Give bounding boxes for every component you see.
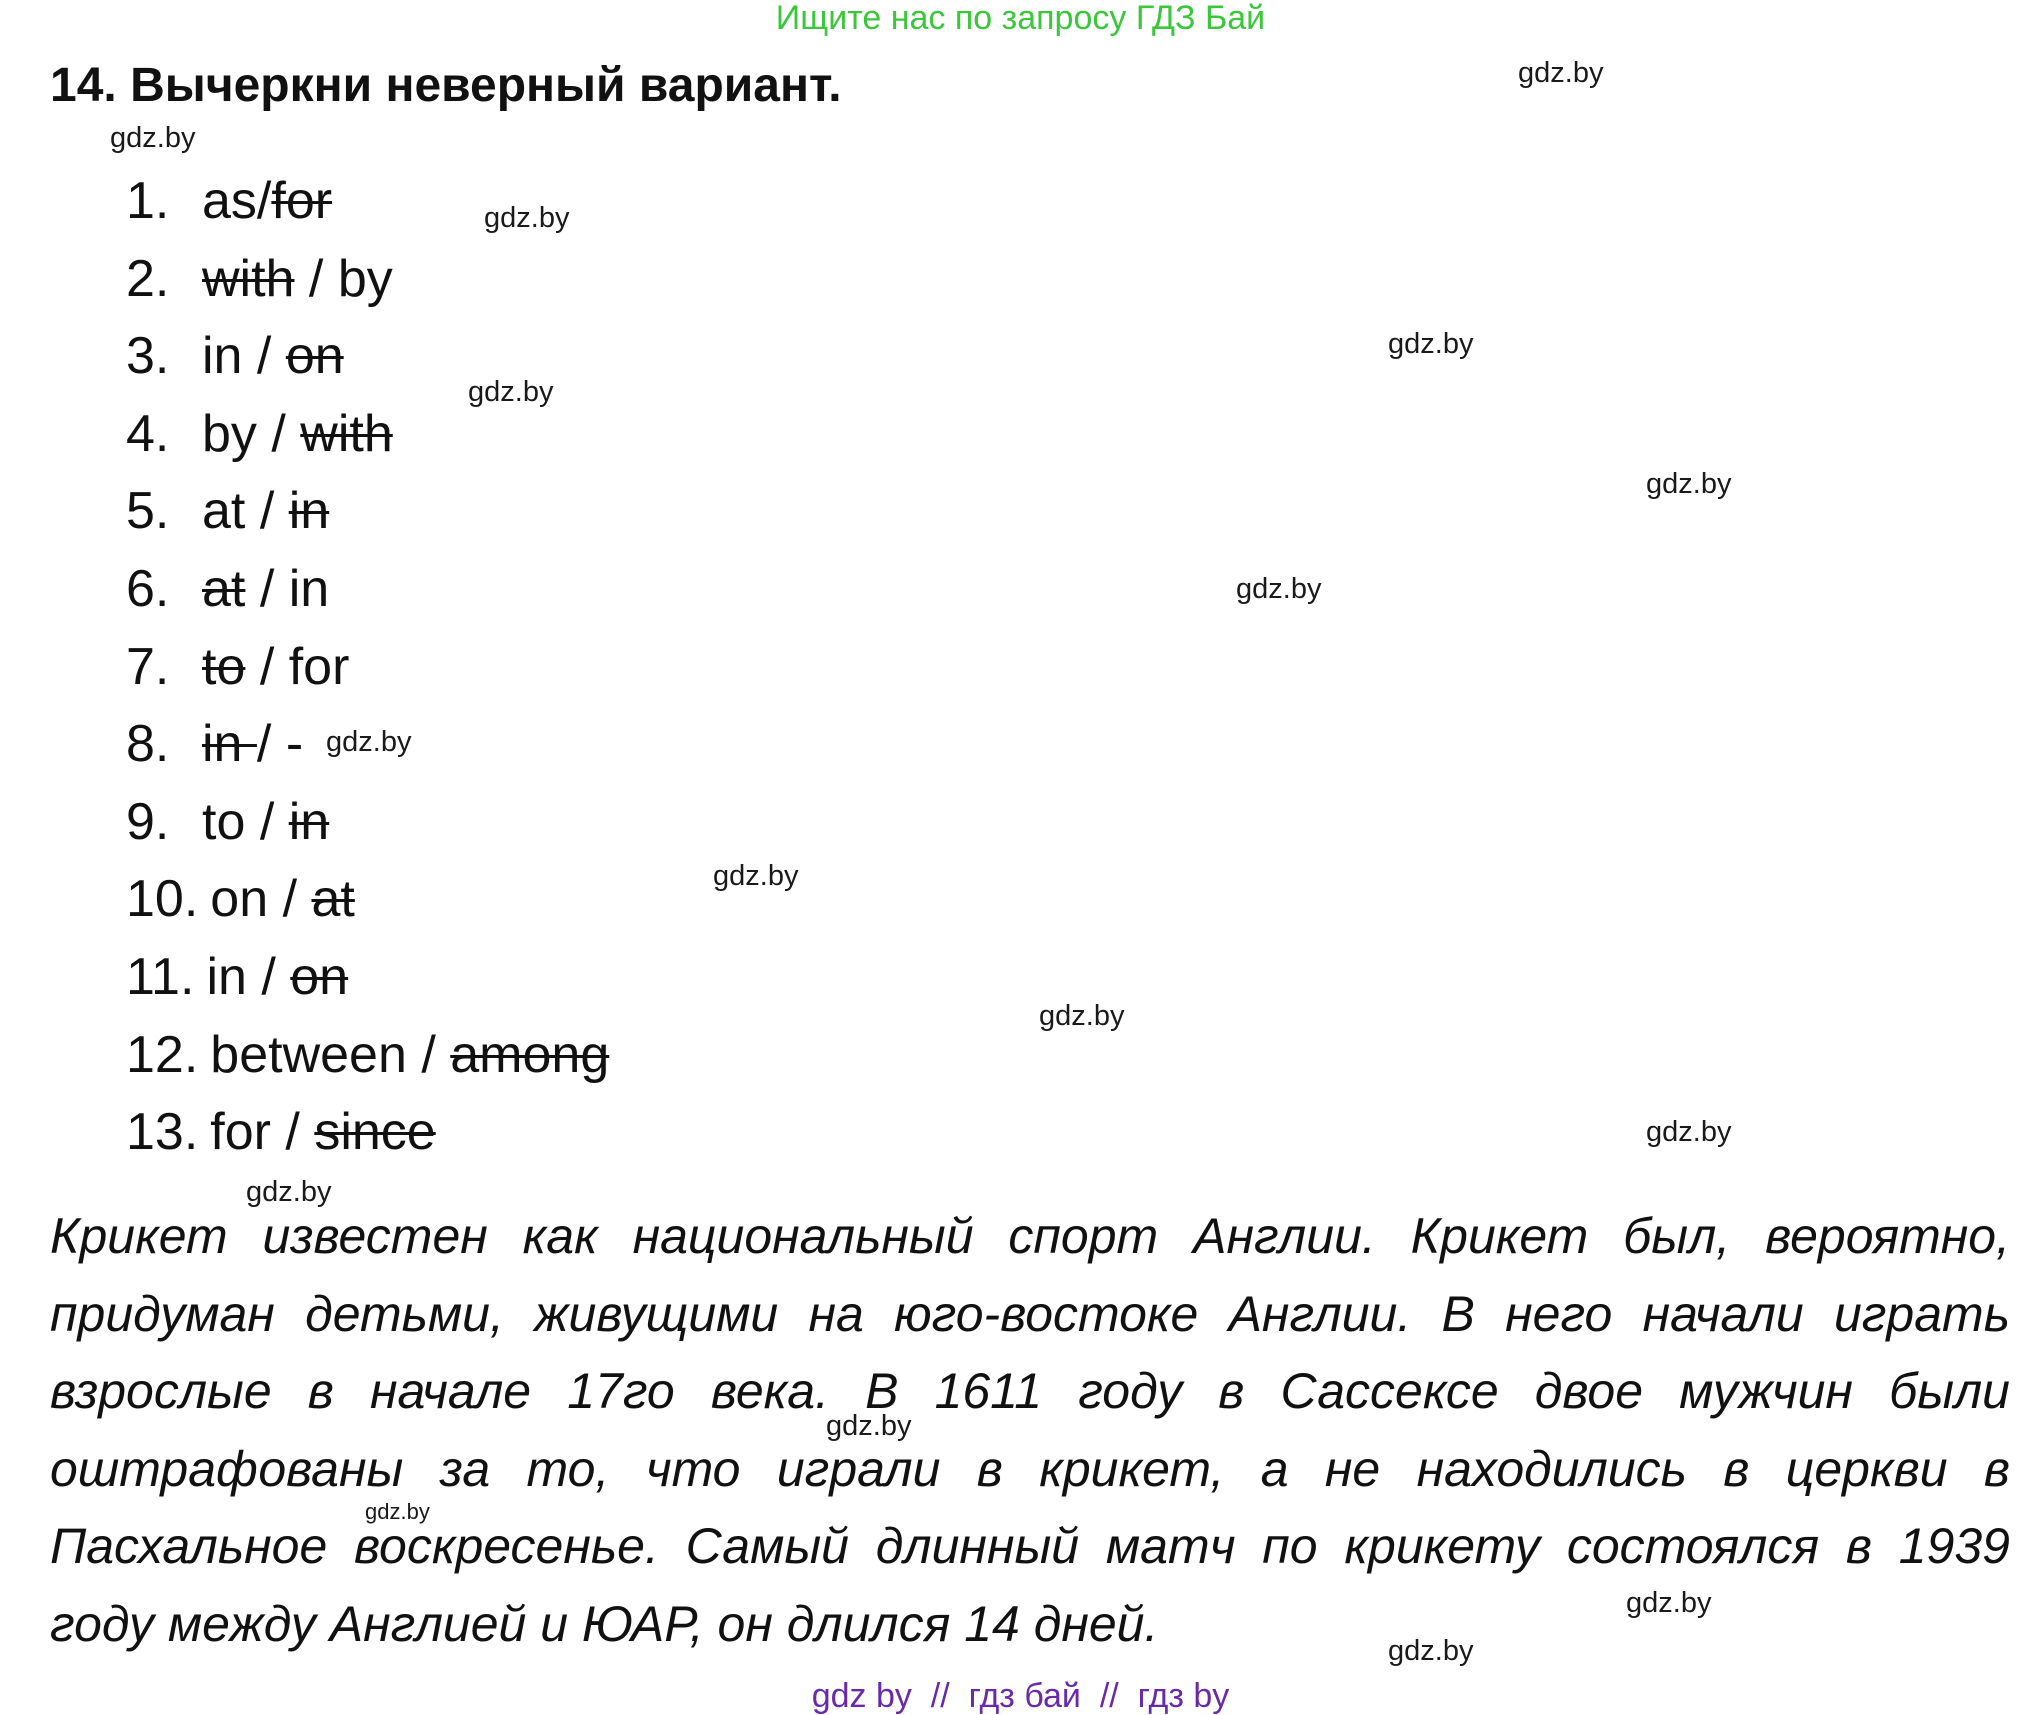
watermark: gdz.by [326, 726, 412, 758]
answer-struck: for [271, 172, 333, 230]
item-number: 5. [126, 482, 170, 541]
watermark: gdz.by [1646, 468, 1732, 500]
answer-item-7 [126, 629, 609, 707]
answer-struck: among [450, 1025, 610, 1084]
answer-item-9 [126, 784, 609, 862]
answer-correct: to [202, 792, 246, 851]
answer-correct: as/ [202, 172, 272, 230]
item-number: 9. [126, 792, 170, 851]
answer-item-11 [126, 939, 609, 1017]
answer-correct: on [210, 870, 269, 929]
answer-separator: / [268, 870, 312, 929]
item-number: 11. [126, 947, 195, 1006]
answer-correct: - [285, 715, 304, 774]
answer-correct: in [202, 327, 243, 386]
answer-correct: for [210, 1103, 271, 1162]
item-number: 2. [126, 249, 170, 308]
top-banner: Ищите нас по запросу ГДЗ Бай [775, 0, 1266, 37]
answer-separator: / [245, 482, 289, 541]
answer-item-12 [126, 1017, 609, 1095]
answer-correct: in [288, 559, 330, 618]
watermark: gdz.by [1388, 328, 1474, 360]
item-number: 3. [126, 327, 170, 386]
answer-separator: / [245, 637, 289, 696]
answer-separator: / [270, 1103, 315, 1162]
answer-separator: / [242, 327, 286, 386]
answer-struck: in [202, 715, 257, 774]
watermark: gdz.by [1646, 1116, 1732, 1148]
answer-item-6 [126, 551, 609, 629]
item-number: 10. [126, 870, 199, 929]
item-number: 8. [126, 715, 170, 774]
answer-correct: by [202, 404, 257, 463]
watermark: gdz.by [468, 376, 554, 408]
watermark: gdz.by [1518, 57, 1604, 89]
answer-item-13 [126, 1094, 609, 1172]
item-number: 7. [126, 637, 170, 696]
answer-separator: / [256, 404, 301, 463]
item-number: 6. [126, 559, 170, 618]
answer-separator: / [245, 792, 289, 851]
answer-struck: at [202, 559, 246, 618]
answer-correct: for [288, 637, 350, 696]
answer-item-2 [126, 241, 609, 319]
watermark: gdz.by [484, 202, 570, 234]
answer-list [126, 163, 609, 1172]
answer-struck: in [288, 792, 330, 851]
watermark: gdz.by [1626, 1587, 1712, 1619]
answer-correct: at [202, 482, 246, 541]
answer-separator: / [256, 715, 286, 774]
answer-struck: on [290, 947, 349, 1006]
watermark: gdz.by [1039, 1000, 1125, 1032]
watermark: gdz.by [713, 860, 799, 892]
answer-correct: in [206, 947, 247, 1006]
answer-struck: on [285, 327, 344, 386]
answer-struck: at [311, 870, 355, 929]
answer-struck: with [202, 249, 295, 308]
footer-links: gdz by // гдз бай // гдз by [811, 1677, 1230, 1715]
answer-correct: by [337, 249, 393, 308]
answer-struck: with [300, 404, 393, 463]
watermark: gdz.by [246, 1176, 332, 1208]
answer-separator: / [246, 947, 291, 1006]
answer-item-5 [126, 473, 609, 551]
answer-struck: to [202, 637, 246, 696]
watermark: gdz.by [1388, 1635, 1474, 1667]
watermark: gdz.by [826, 1410, 912, 1442]
item-number: 12. [126, 1025, 199, 1084]
watermark: gdz.by [110, 122, 196, 154]
answer-separator: / [406, 1025, 451, 1084]
answer-separator: / [294, 249, 338, 308]
task-title: 14. Вычеркни неверный вариант. [50, 59, 842, 112]
answer-correct: between [210, 1025, 407, 1084]
answer-struck: in [288, 482, 330, 541]
answer-separator: / [245, 559, 289, 618]
answer-struck: since [314, 1103, 436, 1162]
watermark: gdz.by [1236, 573, 1322, 605]
answer-item-10 [126, 861, 609, 939]
watermark: gdz.by [365, 1499, 430, 1524]
translation-paragraph: Крикет известен как национальный спорт Англии. Крикет был, вероятно, придуман детьми, живущими на юго-востоке Англии. В него начали играть взрослые в начале 17го века. В 1611 году в Сассексе двое мужчин были оштрафованы за то, что играли в крикет, а не находились в церкви в Пасхальное воскресенье. Самый длинный матч по крикету состоялся в 1939 году между Англией и ЮАР, он длился 14 дней. [50, 1208, 2010, 1652]
item-number: 13. [126, 1103, 199, 1162]
item-number: 1. [126, 172, 170, 230]
item-number: 4. [126, 404, 170, 463]
